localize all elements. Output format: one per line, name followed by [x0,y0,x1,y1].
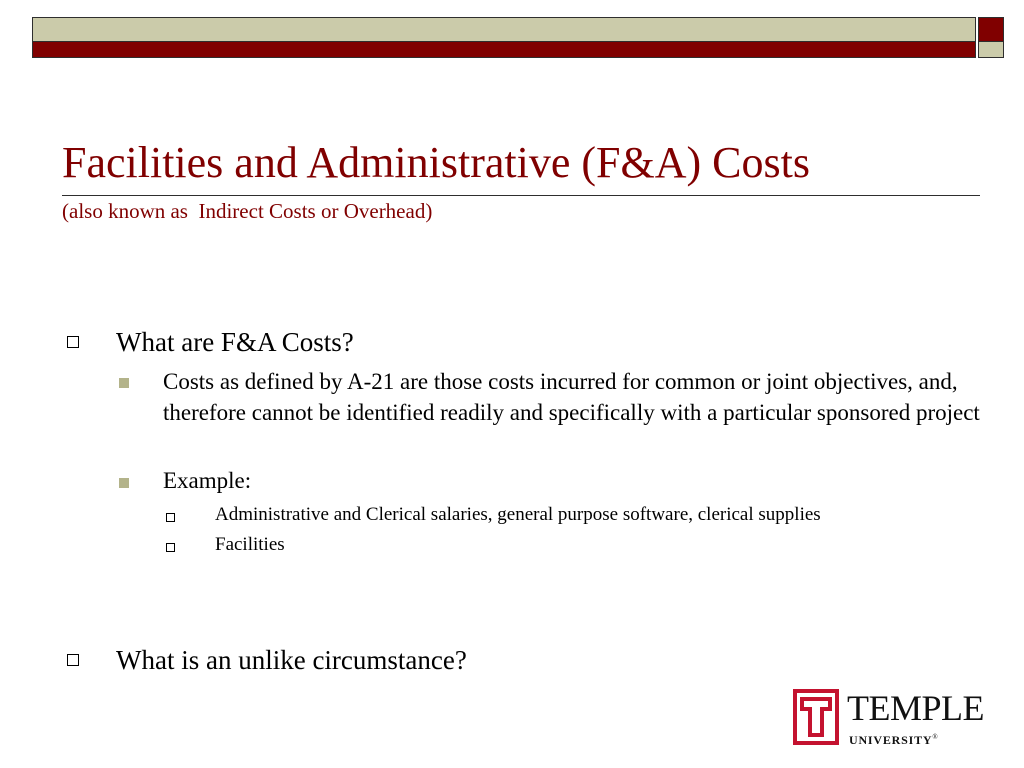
temple-university-logo [793,689,993,745]
sub-bullet-item: Costs as defined by A-21 are those costs incurred for common or joint objectives, and, therefore cannot be identified readily and specifically with a particular sponsored project [163,369,980,425]
sub-sub-bullet-item: Administrative and Clerical salaries, general purpose software, clerical supplies [215,504,821,525]
hollow-square-bullet-icon [166,543,175,552]
hollow-square-bullet-icon [67,336,79,348]
filled-square-bullet-icon [119,378,129,388]
filled-square-bullet-icon [119,478,129,488]
bullet-item: What is an unlike circumstance? [116,645,467,675]
sub-sub-bullet-item: Facilities [215,534,285,555]
logo-wordmark: TEMPLE [847,688,984,728]
logo-subtext-label: UNIVERSITY [849,733,933,747]
logo-subtext [849,730,938,747]
temple-t-icon [793,689,839,745]
hollow-square-bullet-icon [166,513,175,522]
hollow-square-bullet-icon [67,654,79,666]
bullet-item: What are F&A Costs? [116,327,354,357]
slide-subtitle: (also known as Indirect Costs or Overhead) [62,199,433,223]
sub-bullet-item: Example: [163,468,252,493]
slide-title: Facilities and Administrative (F&A) Costs [62,138,810,187]
registered-mark: ® [932,733,939,741]
